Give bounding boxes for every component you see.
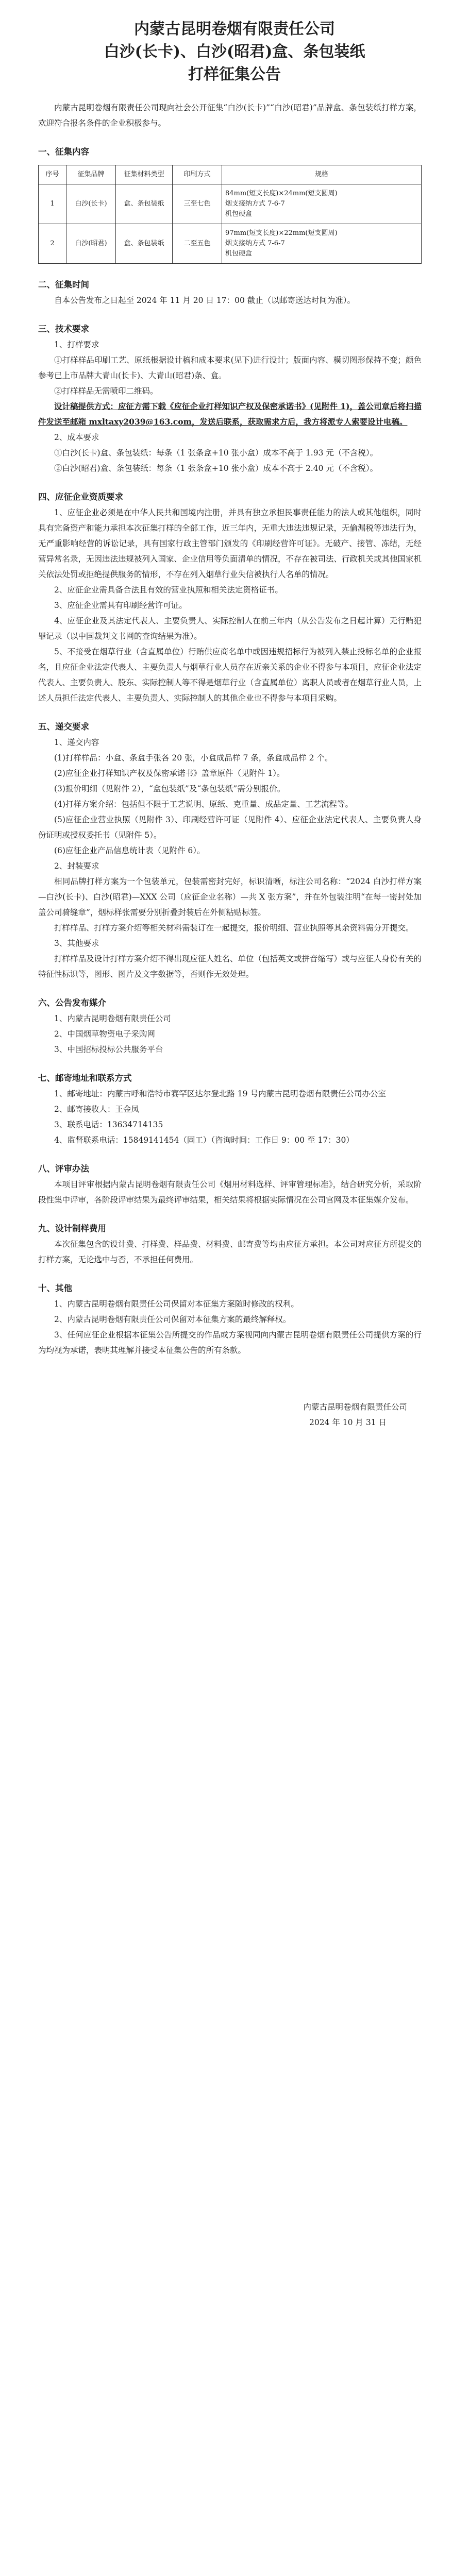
table-cell: 2 [39,224,66,264]
section-9-heading: 九、设计制样费用 [38,1224,106,1233]
intro-paragraph: 内蒙古昆明卷烟有限责任公司现向社会公开征集“白沙(长卡)”“白沙(昭君)”品牌盒、条包装纸打样方案，欢迎符合报名条件的企业积极参与。 [38,103,422,128]
section-5-item: 相同品牌打样方案为一个包装单元，包装需密封完好，标识清晰，标注公司名称：“2024 白沙打样方案—白沙(长卡)、白沙(昭君)—XXX 公司（应征企业名称）—共 X 张方案”，并在外包装注明“在每一密封处加盖公司骑缝章”，烟标样张需要分别折叠封装后在外侧粘贴标签。 [38,877,422,917]
section-5-item: 3、其他要求 [54,939,99,948]
section-8-text: 本项目评审根据内蒙古昆明卷烟有限责任公司《烟用材料选样、评审管理标准》，结合研究分析，采取阶段性集中评审，各阶段评审结果为最终评审结果，相关结果将根据实际情况在公司官网及本征集媒介发布。 [38,1180,422,1205]
table-header-print: 印刷方式 [173,165,222,184]
table-cell: 97mm(短支长度)×22mm(短支圆周) 烟支接纳方式 7-6-7 机包硬盒 [222,224,422,264]
section-4-heading: 四、应征企业资质要求 [38,492,123,502]
table-cell: 1 [39,184,66,224]
table-cell: 84mm(短支长度)×24mm(短支圆周) 烟支接纳方式 7-6-7 机包硬盒 [222,184,422,224]
title-notice: 打样征集公告 [188,65,281,83]
signature-date: 2024 年 10 月 31 日 [309,1418,387,1427]
section-3-item: 1、打样要求 [54,340,99,349]
section-5-item: (6)应征企业产品信息统计表（见附件 6）。 [54,846,205,855]
title-company: 内蒙古昆明卷烟有限责任公司 [134,20,335,38]
table-row [39,184,422,224]
section-2-heading: 二、征集时间 [38,280,89,290]
section-5-item: (5)应征企业营业执照（见附件 3）、印刷经营许可证（见附件 4）、应征企业法定代表人、主要负责人身份证明或授权委托书（见附件 5）。 [38,815,422,840]
section-3-heading: 三、技术要求 [38,324,89,334]
section-5-item: 打样样品及设计打样方案介绍不得出现应征人姓名、单位（包括英文或拼音缩写）或与应征人身份有关的特征性标识等，图形、图片及文字数据等，否则作无效处理。 [38,954,422,979]
section-2-text: 自本公告发布之日起至 2024 年 11 月 20 日 17：00 截止（以邮寄送达时间为准）。 [54,296,356,305]
table-row [39,224,422,264]
section-5-item: 打样样品、打样方案介绍等相关材料需装订在一起提交，报价明细、营业执照等其余资料需分开提交。 [54,923,414,933]
collection-table [38,165,422,264]
section-3-item: ①打样样品印刷工艺、原纸根据设计稿和成本要求(见下)进行设计；版面内容、模切图形保持不变；颜色参考已上市品牌大青山(长卡)、大青山(昭君)条、盒。 [38,355,422,380]
section-10-item: 2、内蒙古昆明卷烟有限责任公司保留对本征集方案的最终解释权。 [54,1315,291,1324]
table-header-material: 征集材料类型 [116,165,173,184]
section-4-item: 1、应征企业必须是在中华人民共和国境内注册，并具有独立承担民事责任能力的法人或其他组织，同时具有完备资产和能力承担本次征集打样的全部工作，近三年内，无重大违法违规记录，无偷漏税等违法行为，无严重影响经营的诉讼记录，具有国家行政主管部门颁发的《印刷经营许可证》。无破产、接管、冻结，无经营异常名录，无因违法违规被列入国家、企业信用等负面清单的情况，不存在被司法、行政机关或其他国家机关依法处罚或拒绝提供服务的情形，不存在列入烟草行业失信被执行人名单的情况。 [38,508,422,579]
table-cell: 盒、条包装纸 [116,224,173,264]
table-header-brand: 征集品牌 [66,165,116,184]
supervision-phone: 4、监督联系电话：15849141454（固工）（咨询时间：工作日 9：00 至 17：30） [54,1136,354,1145]
title-subject: 白沙(长卡)、白沙(昭君)盒、条包装纸 [104,43,365,61]
section-5-item: (2)应征企业打样知识产权及保密承诺书》盖章原件（见附件 1）。 [54,769,285,778]
section-5-item: 2、封装要求 [54,861,99,871]
table-cell: 白沙(长卡) [66,184,116,224]
design-file-notice: 设计稿提供方式：应征方需下载《应征企业打样知识产权及保密承诺书》(见附件 1)，盖公司章后将扫描件发送至邮箱 mxltaxy2039@163.com，发送后联系，获取需求方后，我方将派专人索要设计电稿。 [38,401,422,427]
cost-item: ①白沙(长卡)盒、条包装纸：每条（1 张条盒+10 张小盒）成本不高于 1.93 元（不含税）。 [54,448,378,457]
section-7-heading: 七、邮寄地址和联系方式 [38,1073,132,1083]
section-10-heading: 十、其他 [38,1283,72,1293]
section-10-item: 1、内蒙古昆明卷烟有限责任公司保留对本征集方案随时修改的权利。 [54,1299,299,1309]
media-item: 2、中国烟草物资电子采购网 [54,1029,155,1039]
section-1-heading: 一、征集内容 [38,147,89,157]
table-cell: 三至七色 [173,184,222,224]
section-4-item: 3、应征企业需具有印刷经营许可证。 [54,601,187,610]
section-4-item: 5、不接受在烟草行业（含直属单位）行贿供应商名单中或因违规招标行为被列入禁止投标名单的企业报名，且应征企业法定代表人、主要负责人与烟草行业人员存在近亲关系的企业不得参与本项目，应征企业法定代表人、主要负责人、股东、实际控制人等不得是烟草行业（含直属单位）离职人员或者在烟草行业人员，上述人员担任法定代表人、主要负责人、实际控制人的其他企业也不得参与本项目采购。 [38,647,422,703]
cost-heading: 2、成本要求 [54,433,99,442]
section-8-heading: 八、评审办法 [38,1164,89,1174]
section-5-heading: 五、递交要求 [38,722,89,732]
contact-phone: 3、联系电话：13634714135 [54,1120,163,1129]
section-5-item: 1、递交内容 [54,738,99,747]
table-header-no: 序号 [39,165,66,184]
section-5-item: (3)报价明细（见附件 2），“盒包装纸”及“条包装纸”需分别报价。 [54,784,286,793]
section-9-text: 本次征集包含的设计费、打样费、样品费、材料费、邮寄费等均由应征方承担。本公司对应征方所提交的打样方案，无论选中与否，不承担任何费用。 [38,1240,422,1264]
section-4-item: 4、应征企业及其法定代表人、主要负责人、实际控制人在前三年内（从公告发布之日起计算）无行贿犯罪记录（以中国裁判文书网的查询结果为准）。 [38,616,422,641]
mail-recipient: 2、邮寄接收人：王金凤 [54,1105,139,1114]
section-6-heading: 六、公告发布媒介 [38,998,106,1008]
table-header-spec: 规格 [222,165,422,184]
media-item: 1、内蒙古昆明卷烟有限责任公司 [54,1014,171,1023]
section-5-item: (1)打样样品：小盒、条盒手张各 20 张，小盒成品样 7 条，条盒成品样 2 个。 [54,753,333,762]
section-4-item: 2、应征企业需具备合法且有效的营业执照和相关法定资格证书。 [54,585,283,595]
section-10-item: 3、任何应征企业根据本征集公告所提交的作品或方案视同向内蒙古昆明卷烟有限责任公司提供方案的行为均视为承诺，表明其理解并接受本征集公告的所有条款。 [38,1330,422,1355]
signature-company: 内蒙古昆明卷烟有限责任公司 [303,1402,407,1412]
table-cell: 二至五色 [173,224,222,264]
section-5-item: (4)打样方案介绍：包括但不限于工艺说明、原纸、克重量、成品定量、工艺流程等。 [54,800,353,809]
table-cell: 白沙(昭君) [66,224,116,264]
media-item: 3、中国招标投标公共服务平台 [54,1045,163,1054]
section-3-item: ②打样样品无需喷印二维码。 [54,386,158,396]
table-cell: 盒、条包装纸 [116,184,173,224]
cost-item: ②白沙(昭君)盒、条包装纸：每条（1 张条盒+10 张小盒）成本不高于 2.40 元（不含税）。 [54,464,378,473]
mailing-address: 1、邮寄地址：内蒙古呼和浩特市赛罕区达尔登北路 19 号内蒙古昆明卷烟有限责任公司办公室 [54,1089,386,1098]
